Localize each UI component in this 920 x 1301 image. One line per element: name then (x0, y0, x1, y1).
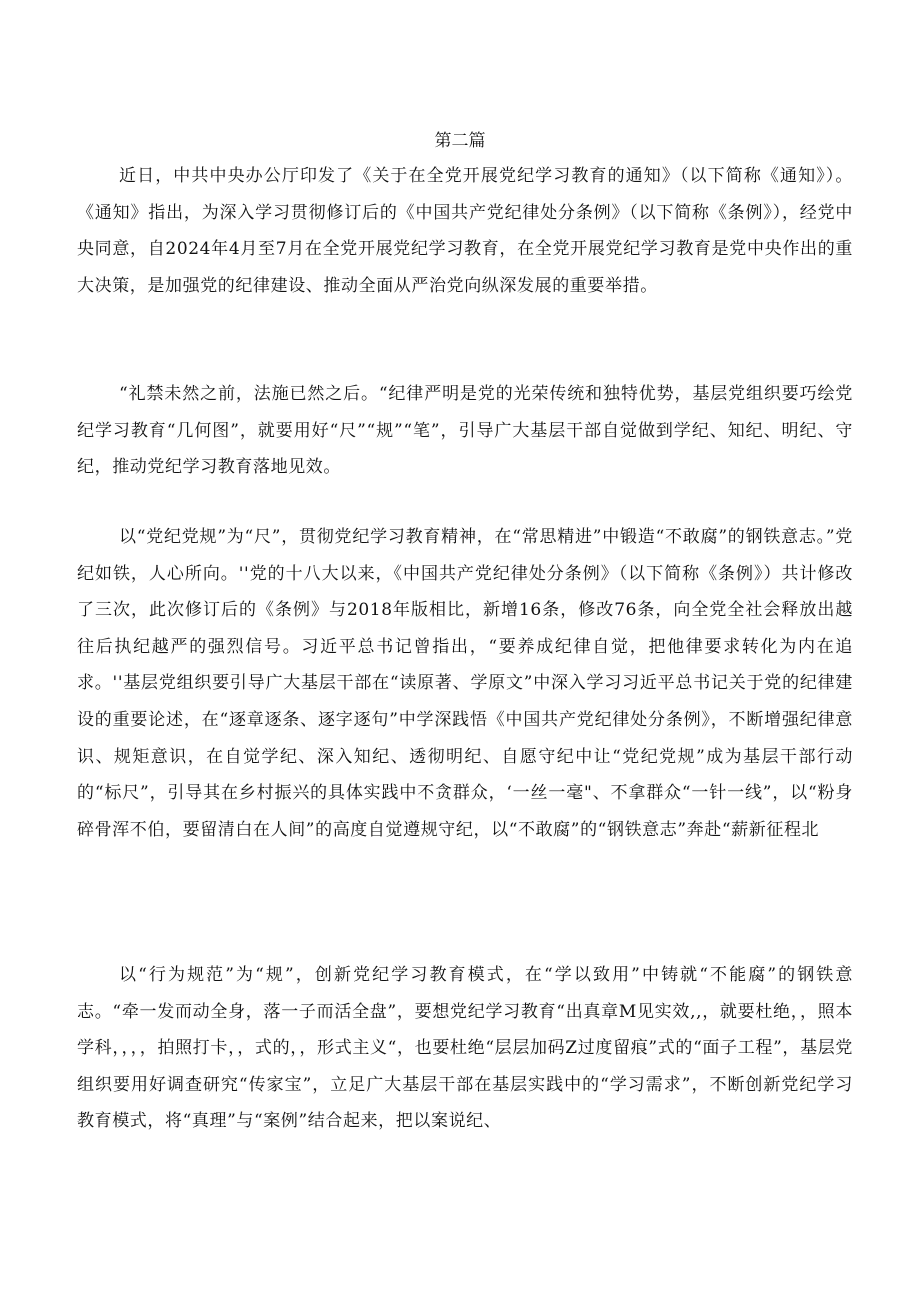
paragraph-2: “礼禁未然之前，法施已然之后。“纪律严明是党的光荣传统和独特优势，基层党组织要巧绘党纪学习教育“几何图”，就要用好“尺”“规”“笔”，引导广大基层干部自觉做到学纪、知纪、明纪、守纪，推动党纪学习教育落地见效。 (77, 384, 853, 478)
paragraph-4: 以“行为规范”为“规”，创新党纪学习教育模式，在“学以致用”中铸就“不能腐”的钢铁意志。“牵一发而动全身，落一子而活全盘”，要想党纪学习教育“出真章M见实效,,，就要杜绝，，照本学科，，，，拍照打卡，，式的，，形式主义“，也要杜绝“层层加码Z过度留痕”式的“面子工程”，基层党组织要用好调查研究“传家宝”，立足广大基层干部在基层实践中的“学习需求”，不断创新党纪学习教育模式，将“真理”与“案例”结合起来，把以案说纪、 (77, 965, 853, 1132)
document-title: 第二篇 (434, 131, 486, 151)
paragraph-3: 以“党纪党规”为“尺”，贯彻党纪学习教育精神，在“常思精进”中锻造“不敢腐”的钢铁意志。”党纪如铁，人心所向。''党的十八大以来，《中国共产党纪律处分条例》（以下简称《条例》）共计修改了三次，此次修订后的《条例》与2018年版相比，新增16条，修改76条，向全党全社会释放出越往后执纪越严的强烈信号。习近平总书记曾指出，“要养成纪律自觉，把他律要求转化为内在追求。''基层党组织要引导广大基层干部在“读原著、学原文”中深入学习习近平总书记关于党的纪律建设的重要论述，在“逐章逐条、逐字逐句”中学深践悟《中国共产党纪律处分条例》，不断增强纪律意识、规矩意识，在自觉学纪、深入知纪、透彻明纪、自愿守纪中让“党纪党规”成为基层干部行动的“标尺”，引导其在乡村振兴的具体实践中不贪群众，‘一丝一毫"、不拿群众“一针一线”，以“粉身碎骨浑不伯，要留清白在人间”的高度自觉遵规守纪，以“不敢腐”的“钢铁意志”奔赴“薪新征程北 (77, 527, 853, 840)
paragraph-1: 近日，中共中央办公厅印发了《关于在全党开展党纪学习教育的通知》（以下简称《通知》）。《通知》指出，为深入学习贯彻修订后的《中国共产党纪律处分条例》（以下简称《条例》），经党中央同意，自2024年4月至7月在全党开展党纪学习教育，在全党开展党纪学习教育是党中央作出的重大决策，是加强党的纪律建设、推动全面从严治党向纵深发展的重要举措。 (77, 166, 853, 296)
